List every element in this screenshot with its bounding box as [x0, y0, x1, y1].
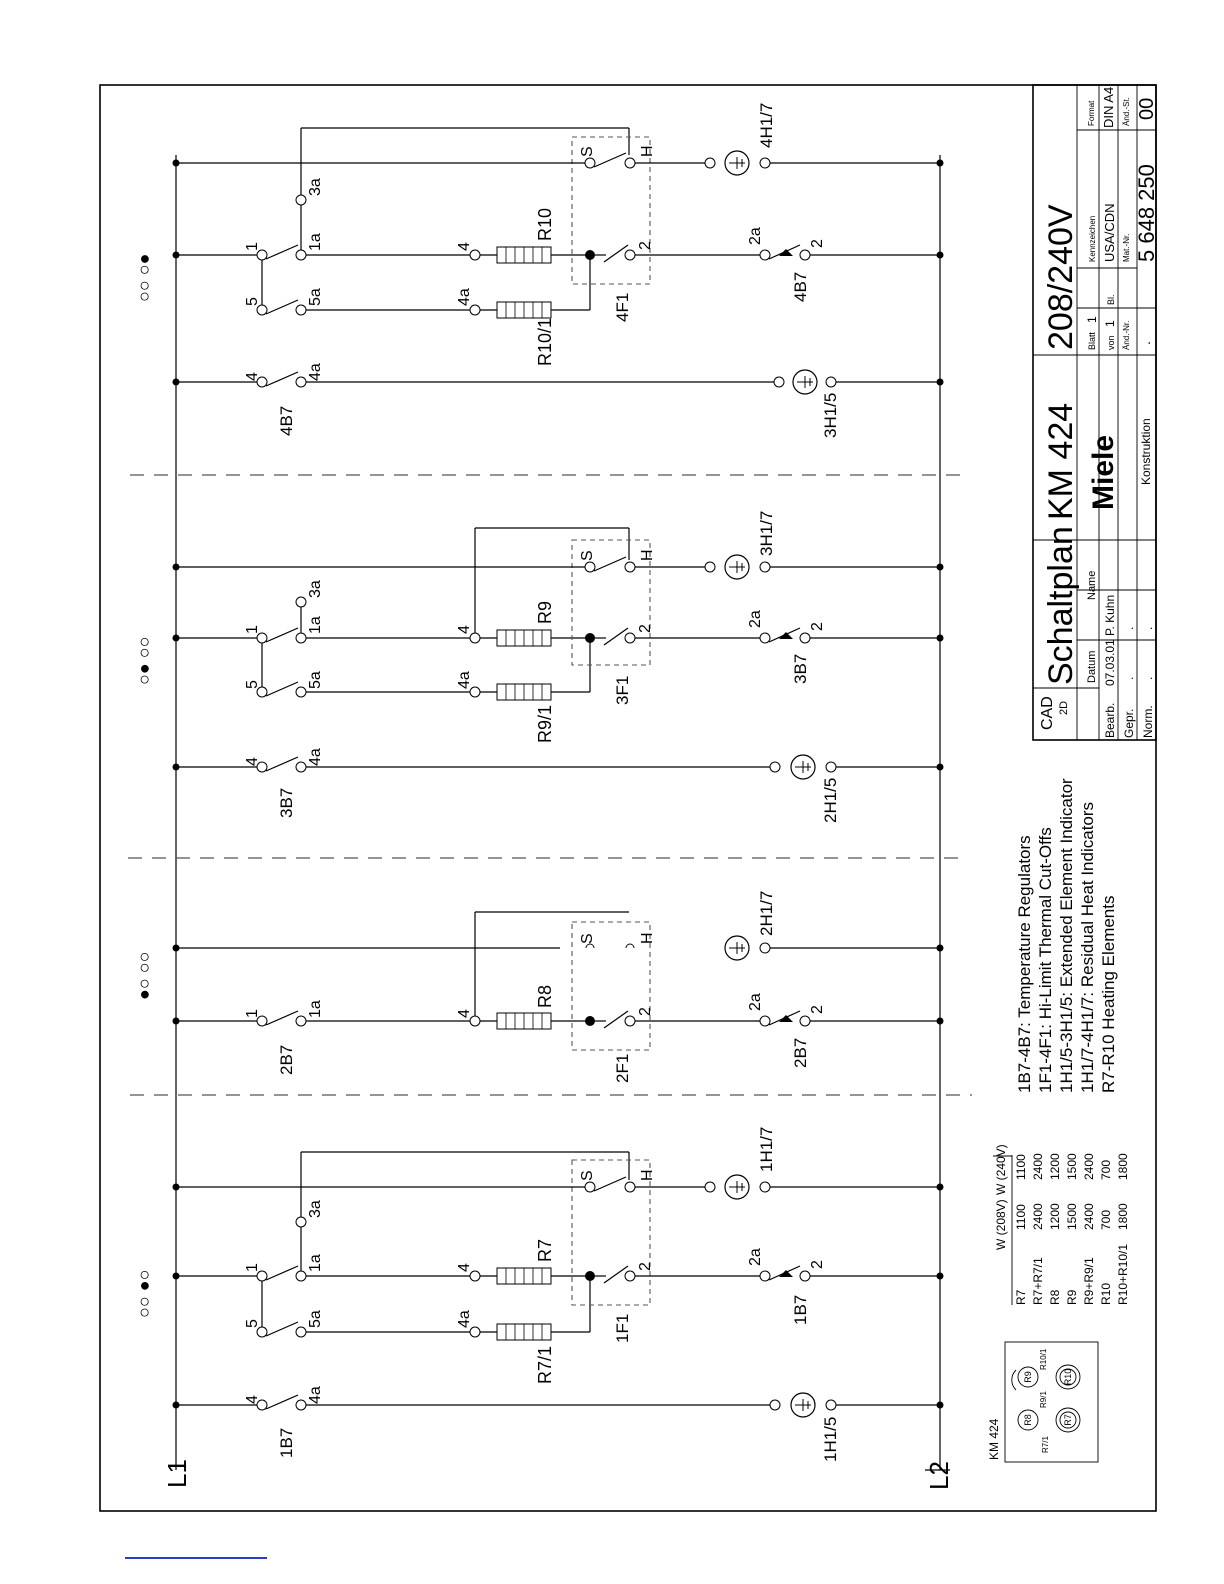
cutoff-label: 2F1: [613, 1053, 632, 1083]
regulator-label: 3B7: [277, 787, 296, 818]
aend-nr-dot: .: [1137, 341, 1153, 345]
konstruktion-label: Konstruktion: [1139, 418, 1153, 485]
indicator-label: 2H1/7: [757, 890, 776, 936]
norm-label: Norm.: [1141, 705, 1155, 738]
bl-label: Bl.: [1106, 294, 1116, 305]
terminal-label: H: [639, 932, 656, 944]
regulator-label: 3B7: [791, 653, 810, 684]
von-label: von: [1106, 335, 1116, 350]
indicator-label: 2H1/5: [821, 777, 840, 823]
section-2: [134, 891, 944, 1083]
mat-nr-label: Mat.-Nr.: [1122, 233, 1131, 262]
name-header: Name: [1086, 570, 1098, 600]
heater-label: R7: [535, 1238, 555, 1262]
terminal-label: 4a: [456, 1310, 473, 1328]
wattage-table-cell: R8: [1048, 1289, 1062, 1305]
regulator-label: 4B7: [791, 271, 810, 302]
cooktop-element: R7: [1063, 1414, 1073, 1426]
wattage-table-cell: 2400: [1031, 1153, 1045, 1180]
wattage-table-cell: 1100: [1014, 1204, 1028, 1230]
heater-label: R10: [535, 207, 555, 241]
cooktop-element: R8: [1023, 1414, 1033, 1426]
aend-st-value: 00: [1136, 97, 1158, 120]
kennzeichen-value: USA/CDN: [1102, 203, 1117, 262]
wattage-table-cell: 2400: [1082, 1203, 1096, 1230]
terminal-label: 1: [244, 242, 261, 251]
bus-l2-label: L2: [924, 1461, 954, 1490]
terminal-label: H: [639, 1169, 656, 1181]
terminal-label: 4a: [456, 288, 473, 306]
wattage-table-cell: R10: [1099, 1282, 1113, 1305]
blatt-label: Blatt: [1087, 331, 1097, 350]
terminal-label: 3a: [307, 1200, 324, 1218]
mat-nr-value: 5 648 250: [1134, 164, 1159, 262]
terminal-label: 5a: [307, 288, 324, 306]
cad-label: CAD: [1039, 696, 1056, 730]
terminal-label: 3a: [307, 580, 324, 598]
switch-position-symbol: ○○ ○●: [134, 253, 154, 302]
terminal-label: 2: [809, 1260, 826, 1269]
regulator-label: 1B7: [277, 1427, 296, 1458]
terminal-label: 1a: [307, 616, 324, 634]
wattage-table-cell: 1100: [1014, 1154, 1028, 1180]
indicator-label: 3H1/7: [757, 510, 776, 556]
footer-link-underline: [125, 1557, 267, 1559]
wattage-table-cell: 1200: [1048, 1203, 1062, 1230]
wattage-table-cell: R10+R10/1: [1116, 1243, 1130, 1305]
wattage-table-cell: 1500: [1065, 1203, 1079, 1230]
terminal-label: 2a: [747, 1248, 764, 1266]
terminal-label: 1: [244, 1009, 261, 1018]
name-value: P. Kuhn: [1103, 594, 1117, 636]
cad-sub-label: 2D: [1058, 700, 1070, 715]
wattage-table-cell: R7: [1014, 1289, 1028, 1305]
blatt-value: 1: [1085, 316, 1099, 323]
terminal-label: 5: [244, 1319, 261, 1328]
terminal-label: 4a: [307, 1386, 324, 1404]
bearb-label: Bearb.: [1103, 702, 1117, 738]
terminal-label: 4: [456, 1009, 473, 1018]
cooktop-title: KM 424: [987, 1418, 1001, 1460]
heater-label: R9: [535, 600, 555, 624]
terminal-label: 2: [637, 1007, 654, 1016]
title-block: [1033, 85, 1159, 740]
terminal-label: 5a: [307, 1310, 324, 1328]
gepr-label: Gepr.: [1122, 708, 1136, 738]
terminal-label: 2: [809, 622, 826, 631]
von-value: 1: [1103, 320, 1117, 327]
terminal-label: S: [579, 933, 596, 944]
terminal-label: 2: [637, 241, 654, 250]
terminal-label: 1a: [307, 233, 324, 251]
terminal-label: 2a: [747, 993, 764, 1011]
section-4: [134, 103, 944, 438]
wattage-table-cell: 2400: [1031, 1203, 1045, 1230]
indicator-label: 1H1/7: [757, 1126, 776, 1172]
terminal-label: 3a: [307, 178, 324, 196]
terminal-label: 1a: [307, 1000, 324, 1018]
switch-position-symbol: ○○ ●○: [134, 1269, 154, 1318]
terminal-label: 2a: [747, 227, 764, 245]
indicator-label: 3H1/5: [821, 392, 840, 438]
section-3: [134, 511, 944, 823]
voltage-title: 208/240V: [1042, 204, 1080, 350]
legend-line: 1H1/7-4H1/7: Residual Heat Indicators: [1078, 801, 1097, 1093]
regulator-label: 4B7: [277, 405, 296, 436]
legend-line: 1B7-4B7: Temperature Regulators: [1015, 835, 1034, 1093]
cooktop-element: R9: [1023, 1371, 1033, 1383]
aend-st-label: Änd.-St.: [1122, 97, 1131, 126]
legend: [1015, 778, 1118, 1093]
terminal-label: 4: [244, 372, 261, 381]
terminal-label: 4: [456, 1263, 473, 1272]
heater-label: R8: [535, 984, 555, 1008]
cooktop-element: R10: [1063, 1368, 1073, 1386]
indicator-label: 4H1/7: [757, 102, 776, 148]
wattage-table-cell: 700: [1099, 1209, 1113, 1230]
terminal-label: 4a: [307, 363, 324, 381]
terminal-label: 5: [244, 297, 261, 306]
gepr-name: .: [1122, 626, 1136, 630]
model-title: KM 424: [1042, 402, 1080, 520]
gepr-datum: .: [1122, 676, 1136, 680]
norm-datum: .: [1141, 676, 1155, 680]
wattage-table-cell: R7+R7/1: [1031, 1257, 1045, 1305]
legend-line: 1H1/5-3H1/5: Extended Element Indicator: [1057, 778, 1076, 1093]
legend-line: 1F1-4F1: Hi-Limit Thermal Cut-Offs: [1036, 827, 1055, 1093]
bus-l1-label: L1: [162, 1459, 192, 1488]
datum-value: 07.03.01: [1103, 639, 1117, 686]
wattage-table-cell: 1800: [1116, 1153, 1130, 1180]
heater-label: R7/1: [535, 1345, 555, 1384]
terminal-label: 4: [244, 757, 261, 766]
terminal-label: 4: [456, 242, 473, 251]
legend-line: R7-R10 Heating Elements: [1099, 895, 1118, 1093]
terminal-label: S: [579, 550, 596, 561]
wattage-table-cell: R9: [1065, 1289, 1079, 1305]
cooktop-element: R7/1: [1041, 1436, 1050, 1453]
regulator-label: 2B7: [791, 1037, 810, 1068]
terminal-label: 1a: [307, 1254, 324, 1272]
cooktop-element: R9/1: [1039, 1391, 1048, 1408]
terminal-label: S: [579, 146, 596, 157]
terminal-label: H: [639, 549, 656, 561]
cutoff-label: 1F1: [613, 1313, 632, 1343]
cutoff-label: 4F1: [613, 292, 632, 322]
wattage-table-header: W (208V): [994, 1199, 1008, 1250]
heater-label: R9/1: [535, 704, 555, 743]
format-value: DIN A4: [1101, 86, 1116, 128]
terminal-label: 4a: [456, 671, 473, 689]
indicator-label: 1H1/5: [821, 1416, 840, 1462]
cutoff-label: 3F1: [613, 675, 632, 705]
terminal-label: 1: [244, 625, 261, 634]
wattage-table-cell: 2400: [1082, 1153, 1096, 1180]
wattage-table-cell: 1200: [1048, 1153, 1062, 1180]
terminal-label: 2: [637, 624, 654, 633]
format-label: Format: [1087, 100, 1096, 126]
norm-name: .: [1141, 626, 1155, 630]
terminal-label: 2: [809, 1005, 826, 1014]
wattage-table-cell: 1800: [1116, 1203, 1130, 1230]
wattage-table-cell: R9+R9/1: [1082, 1257, 1096, 1305]
datum-header: Datum: [1086, 650, 1098, 683]
terminal-label: 4: [456, 625, 473, 634]
switch-position-symbol: ●○ ○○: [134, 951, 154, 1000]
terminal-label: S: [579, 1170, 596, 1181]
terminal-label: 5: [244, 680, 261, 689]
section-1: [134, 1127, 944, 1462]
aend-nr-label: Änd.-Nr.: [1122, 320, 1131, 350]
kennzeichen-label: Kennzeichen: [1088, 215, 1097, 262]
terminal-label: 2: [637, 1262, 654, 1271]
regulator-label: 2B7: [277, 1044, 296, 1075]
terminal-label: 4a: [307, 748, 324, 766]
wattage-table-header: W (240V): [994, 1144, 1008, 1195]
wattage-table-cell: 1500: [1065, 1153, 1079, 1180]
terminal-label: 1: [244, 1263, 261, 1272]
cooktop-layout: [987, 1342, 1098, 1462]
switch-position-symbol: ○● ○○: [134, 636, 154, 685]
cooktop-element: R10/1: [1039, 1348, 1048, 1370]
wattage-table: [993, 1144, 1130, 1305]
terminal-label: 5a: [307, 671, 324, 689]
regulator-label: 1B7: [791, 1294, 810, 1325]
terminal-label: H: [639, 145, 656, 157]
brand-logo: Miele: [1087, 434, 1120, 510]
terminal-label: 4: [244, 1395, 261, 1404]
doc-type: Schaltplan: [1042, 526, 1080, 685]
terminal-label: 2a: [747, 610, 764, 628]
terminal-label: 2: [809, 239, 826, 248]
heater-label: R10/1: [535, 317, 555, 366]
wattage-table-cell: 700: [1099, 1159, 1113, 1180]
